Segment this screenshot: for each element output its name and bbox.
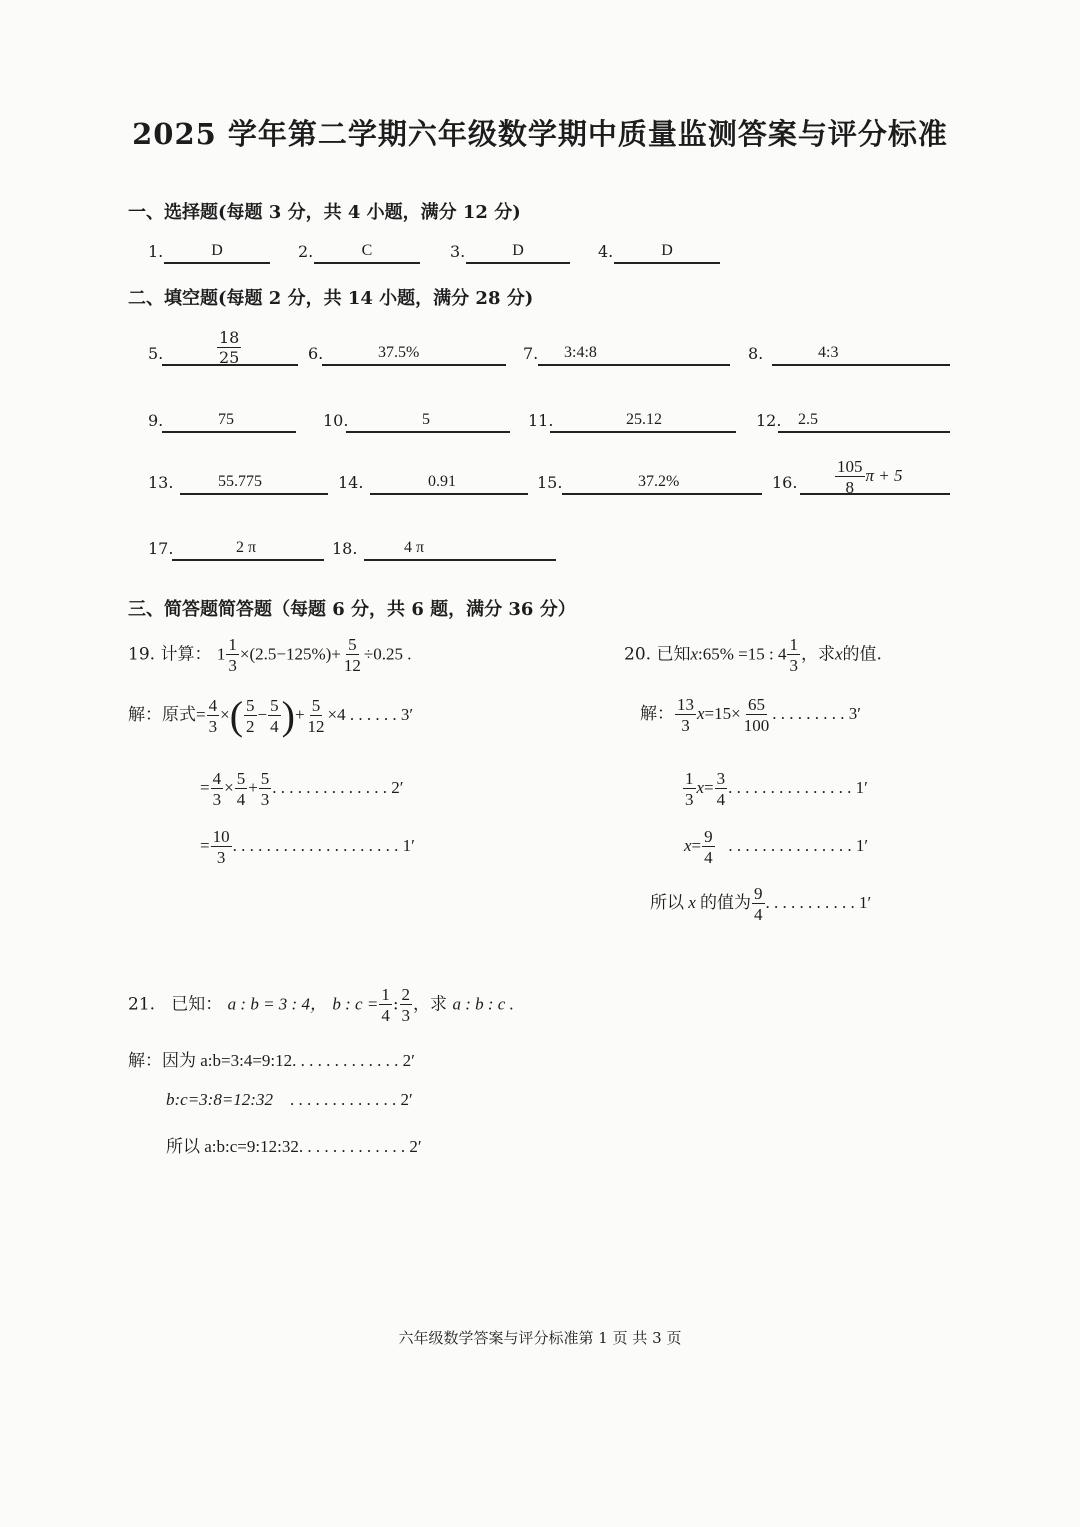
q21-question: 21. 已知： a : b = 3 : 4， b : c = $\frac{1}{4}$ : $\frac{2}{3}$ ，求 a : b : c . (128, 985, 514, 1025)
q15-answer-blank (562, 473, 762, 495)
q7-answer-blank (538, 344, 730, 366)
q4-answer: D (661, 242, 673, 259)
right-paren: ) (281, 693, 295, 738)
frac-denominator: 3 (681, 716, 690, 735)
q19-question (128, 636, 411, 674)
frac-denominator: 3 (260, 790, 270, 809)
frac-numerator: 5 (246, 696, 255, 715)
q20-step-3: x= $\frac{9}{4}$ . . . . . . . . . . . . . . . 1′ (684, 827, 869, 867)
q4-answer-blank (614, 242, 720, 264)
frac-denominator: 3 (208, 717, 218, 736)
frac-denominator: 3 (401, 1006, 411, 1025)
frac-numerator: 4 (212, 769, 222, 788)
q14-answer-blank (370, 473, 528, 495)
frac-numerator: 1 (381, 985, 390, 1004)
q3-number: 3. (450, 242, 466, 261)
frac-numerator: 5 (260, 769, 270, 788)
q20-given: 已知 (656, 644, 691, 665)
q21-step-2-score: . . . . . . . . . . . . . 2′ (289, 1090, 413, 1109)
q18-answer-blank (364, 539, 556, 561)
variable-x: x (696, 777, 705, 797)
q19-mixed-denominator: 3 (228, 656, 237, 675)
q20-step-1 (640, 696, 861, 734)
q3-answer: D (512, 242, 524, 259)
q13-answer-blank (180, 473, 328, 495)
q2-number: 2. (298, 242, 314, 261)
q19-expression-end: ÷0.25 . (363, 644, 412, 664)
q20-solution-label: 解： (640, 703, 674, 723)
q21-expression-1: a : b = 3 : 4， (227, 994, 327, 1014)
q20-variable: x (834, 644, 843, 664)
q12-number: 12. (756, 411, 782, 430)
q19-step-1-score: ×4 . . . . . . 3′ (327, 704, 414, 724)
frac-denominator: 3 (212, 790, 222, 809)
variable-x: x (688, 892, 696, 912)
q7-answer: 3:4:8 (564, 344, 597, 361)
q21-step-3: 所以 a:b:c=9:12:32. . . . . . . . . . . . . 2′ (166, 1137, 422, 1156)
q20-step-2: $\frac{1}{3}$ x= $\frac{3}{4}$ . . . . . . . . . . . . . . . 1′ (685, 769, 868, 809)
q13-number: 13. (148, 473, 174, 492)
q16-answer-tail: π + 5 (865, 465, 903, 485)
frac-numerator: 5 (270, 696, 279, 715)
q20-variable: x (690, 644, 698, 664)
q18-answer: 4 π (404, 539, 425, 556)
q2-answer: C (361, 242, 373, 259)
q19-solution-label: 解：原式= (128, 704, 206, 724)
frac-numerator: 5 (236, 769, 246, 788)
q19-step-2-score: . . . . . . . . . . . . . . 2′ (272, 777, 404, 797)
q14-answer: 0.91 (428, 473, 456, 490)
frac-numerator: 13 (677, 695, 694, 714)
q3-answer-blank (466, 242, 570, 264)
q20-step-4-score: . . . . . . . . . . . 1′ (765, 892, 872, 912)
q19-step-3: = $\frac{10}{3}$ . . . . . . . . . . . . . . . . . . . . 1′ (200, 827, 415, 867)
q20-question (624, 636, 882, 674)
q10-number: 10. (323, 411, 349, 430)
q16-number: 16. (772, 473, 798, 492)
q17-answer-blank (172, 539, 324, 561)
q20-conclusion-middle: 的值为 (700, 892, 752, 912)
q11-answer-blank (550, 411, 736, 433)
q11-answer: 25.12 (626, 411, 662, 428)
q16-answer-numerator: 105 (837, 457, 863, 476)
frac-denominator: 4 (236, 790, 246, 809)
frac-denominator: 4 (381, 1006, 390, 1025)
q6-answer: 37.5% (378, 344, 420, 361)
q5-answer-denominator: 25 (219, 348, 240, 367)
q6-answer-blank (322, 344, 506, 366)
frac-numerator: 3 (716, 769, 726, 788)
section-2-heading: 二、填空题(每题 2 分，共 14 小题，满分 28 分) (128, 288, 534, 309)
section-3-heading: 三、简答题简答题（每题 6 分，共 6 题，满分 36 分） (128, 599, 576, 620)
q20-ask-end: 的值. (842, 644, 882, 665)
q19-step-2: = $\frac{4}{3}$ × $\frac{5}{4}$ + $\frac{5}{3}$ . . . . . . . . . . . . . . 2′ (200, 769, 404, 809)
frac-denominator: 3 (789, 656, 798, 675)
q19-expression-middle: ×(2.5−125%)+ (239, 644, 341, 664)
q5-answer-numerator: 18 (219, 328, 240, 347)
q15-answer: 37.2% (638, 473, 680, 490)
q6-number: 6. (308, 344, 324, 363)
frac-denominator: 3 (216, 848, 226, 867)
q21-step-2 (166, 1090, 413, 1110)
q8-answer-blank (772, 344, 950, 366)
frac-denominator: 3 (685, 790, 694, 809)
q20-step-1-middle: =15× (704, 703, 741, 723)
frac-numerator: 5 (311, 696, 321, 715)
q17-answer: 2 π (236, 539, 257, 556)
q20-expression: :65% =15 : 4 (698, 644, 787, 664)
q19-step-1: 解：原式= $\frac{4}{3}$ ×( $\frac{5}{2}$ − $\frac{5}{4}$ )+ $\frac{5}{12}$ ×4 . . . . . . 3′ (128, 693, 414, 738)
frac-numerator: 1 (789, 635, 798, 654)
frac-numerator: 4 (208, 696, 218, 715)
q21-expression-2: b : c = (332, 994, 379, 1014)
q4-number: 4. (598, 242, 614, 261)
frac-denominator: 12 (307, 717, 325, 736)
q11-number: 11. (528, 411, 554, 430)
variable-x: x (697, 703, 705, 723)
q18-number: 18. (332, 539, 358, 558)
page-footer: 六年级数学答案与评分标准第 1 页 共 3 页 (398, 1329, 682, 1347)
q19-number: 19. (128, 644, 156, 665)
q17-number: 17. (148, 539, 174, 558)
frac-numerator: 65 (747, 695, 765, 714)
frac-denominator: 4 (754, 905, 763, 924)
page-title: 2025 学年第二学期六年级数学期中质量监测答案与评分标准 (132, 117, 948, 151)
q13-answer: 55.775 (218, 473, 262, 490)
q15-number: 15. (537, 473, 563, 492)
q7-number: 7. (523, 344, 539, 363)
frac-denominator: 4 (716, 790, 726, 809)
q16-answer-denominator: 8 (845, 478, 854, 497)
q19-fraction-numerator: 5 (348, 635, 357, 654)
q9-answer: 75 (218, 411, 234, 428)
frac-denominator: 2 (246, 717, 255, 736)
q20-step-2-score: . . . . . . . . . . . . . . . 1′ (728, 777, 868, 797)
q21-ask: ，求 (413, 994, 448, 1015)
q16-answer (834, 458, 903, 496)
q12-answer: 2.5 (798, 411, 818, 428)
frac-numerator: 9 (754, 884, 763, 903)
q19-mixed-whole: 1 (216, 644, 226, 664)
frac-numerator: 10 (212, 827, 230, 846)
q21-number: 21. (128, 994, 156, 1015)
frac-denominator: 100 (743, 716, 770, 735)
frac-denominator: 4 (704, 848, 713, 867)
q19-fraction-denominator: 12 (343, 656, 361, 675)
frac-denominator: 4 (270, 717, 279, 736)
frac-numerator: 2 (401, 985, 411, 1004)
q10-answer-blank (346, 411, 510, 433)
q19-mixed-numerator: 1 (228, 635, 237, 654)
q9-number: 9. (148, 411, 164, 430)
q20-step-4 (650, 885, 871, 923)
q10-answer: 5 (422, 411, 430, 428)
q1-answer: D (211, 242, 223, 259)
q20-ask: ，求 (800, 644, 835, 665)
variable-x: x (684, 835, 692, 855)
frac-numerator: 1 (685, 769, 694, 788)
q1-number: 1. (148, 242, 164, 261)
q21-ask-end: a : b : c . (452, 994, 514, 1014)
left-paren: ( (229, 693, 244, 738)
q19-label: 计算： (160, 644, 212, 665)
q1-answer-blank (164, 242, 270, 264)
q2-answer-blank (314, 242, 420, 264)
q19-step-3-score: . . . . . . . . . . . . . . . . . . . . 1′ (232, 835, 415, 855)
q8-number: 8. (748, 344, 764, 363)
q5-number: 5. (148, 344, 164, 363)
q5-answer (216, 330, 242, 366)
q8-answer: 4:3 (818, 344, 839, 361)
q21-step-1: 解：因为 a:b=3:4=9:12. . . . . . . . . . . . . 2′ (128, 1051, 415, 1070)
q20-conclusion-prefix: 所以 (650, 892, 684, 912)
q9-answer-blank (162, 411, 296, 433)
q14-number: 14. (338, 473, 364, 492)
q20-step-1-score: . . . . . . . . . 3′ (772, 703, 861, 723)
q12-answer-blank (778, 411, 950, 433)
q21-given: 已知： (171, 994, 223, 1015)
q20-number: 20. (624, 644, 652, 665)
section-1-heading: 一、选择题(每题 3 分，共 4 小题，满分 12 分) (128, 202, 521, 223)
q21-step-2-expression: b:c=3:8=12:32 (166, 1090, 273, 1109)
frac-numerator: 9 (704, 827, 713, 846)
q20-step-3-score: . . . . . . . . . . . . . . . 1′ (728, 835, 869, 855)
